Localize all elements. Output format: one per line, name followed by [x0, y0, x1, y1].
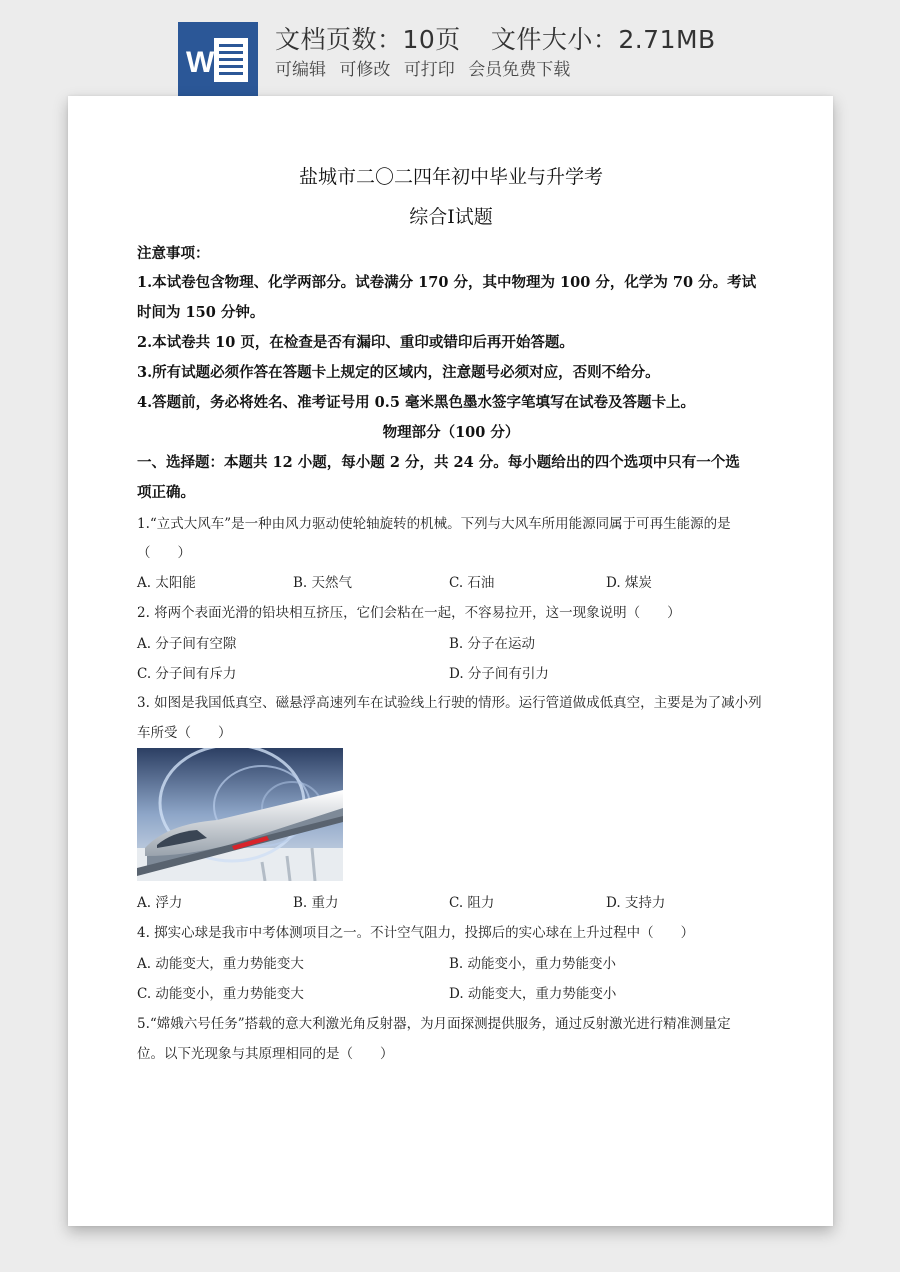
question-1-text: 1.“立式大风车”是一种由风力驱动使轮轴旋转的机械。下列与大风车所用能源同属于可再生能源的是 — [137, 516, 731, 532]
q2-option-d: D. 分子间有引力 — [449, 666, 549, 682]
question-4-text: 4. 掷实心球是我市中考体测项目之一。不计空气阻力，投掷后的实心球在上升过程中（ ） — [137, 925, 695, 941]
q4-option-a: A. 动能变大，重力势能变大 — [137, 956, 304, 972]
notice-line: 1.本试卷包含物理、化学两部分。试卷满分 170 分，其中物理为 100 分，化学为 70 分。考试 — [137, 274, 757, 291]
feature-modifiable: 可修改 — [339, 60, 391, 80]
question-2-text: 2. 将两个表面光滑的铅块相互挤压，它们会粘在一起，不容易拉开，这一现象说明（ ） — [137, 605, 681, 621]
feature-member-download[interactable]: 会员免费下载 — [468, 60, 571, 80]
word-doc-icon — [178, 22, 258, 96]
q1-option-d: D. 煤炭 — [606, 575, 652, 591]
exam-subtitle: 综合Ⅰ试题 — [409, 206, 493, 228]
question-3-text: 车所受（ ） — [137, 725, 232, 741]
question-3-text: 3. 如图是我国低真空、磁悬浮高速列车在试验线上行驶的情形。运行管道做成低真空，主要是为了减小列 — [137, 695, 762, 711]
exam-title: 盐城市二〇二四年初中毕业与升学考 — [298, 166, 603, 188]
section-title: 物理部分（100 分） — [382, 424, 520, 441]
q2-option-a: A. 分子间有空隙 — [137, 636, 237, 652]
document-page — [68, 96, 833, 1226]
notice-line: 2.本试卷共 10 页，在检查是否有漏印、重印或错印后再开始答题。 — [137, 334, 574, 351]
question-5-text: 位。以下光现象与其原理相同的是（ ） — [137, 1046, 394, 1062]
page-count: 文档页数：10页 — [275, 25, 461, 54]
feature-editable: 可编辑 — [275, 60, 326, 80]
banner-info — [275, 20, 716, 56]
q3-option-a: A. 浮力 — [137, 895, 183, 911]
notice-line: 4.答题前，务必将姓名、准考证号用 0.5 毫米黑色墨水签字笔填写在试卷及答题卡上。 — [137, 394, 695, 411]
file-size: 文件大小：2.71MB — [490, 25, 716, 54]
q3-option-d: D. 支持力 — [606, 895, 666, 911]
word-icon-letter: W — [186, 46, 215, 79]
notice-line: 3.所有试题必须作答在答题卡上规定的区域内，注意题号必须对应，否则不给分。 — [137, 364, 660, 381]
q4-option-d: D. 动能变大，重力势能变小 — [449, 986, 617, 1002]
download-banner — [0, 0, 900, 96]
q1-option-c: C. 石油 — [449, 575, 495, 591]
part-heading: 一、选择题：本题共 12 小题，每小题 2 分，共 24 分。每小题给出的四个选项中只有一个选 — [137, 454, 740, 471]
q3-option-c: C. 阻力 — [449, 895, 495, 911]
q4-option-c: C. 动能变小，重力势能变大 — [137, 986, 304, 1002]
part-heading: 项正确。 — [137, 484, 195, 501]
question-1-text: （ ） — [137, 545, 191, 561]
maglev-train-image — [137, 748, 343, 881]
notice-heading: 注意事项： — [137, 245, 210, 262]
q1-option-a: A. 太阳能 — [137, 575, 196, 591]
notice-line: 时间为 150 分钟。 — [137, 304, 265, 321]
q4-option-b: B. 动能变小，重力势能变小 — [449, 956, 617, 972]
q2-option-b: B. 分子在运动 — [449, 636, 536, 652]
q1-option-b: B. 天然气 — [293, 575, 353, 591]
q3-option-b: B. 重力 — [293, 895, 339, 911]
feature-list — [275, 55, 578, 80]
feature-printable: 可打印 — [403, 60, 455, 80]
q2-option-c: C. 分子间有斥力 — [137, 666, 237, 682]
question-5-text: 5.“嫦娥六号任务”搭载的意大利激光角反射器，为月面探测提供服务，通过反射激光进行精准测量定 — [137, 1016, 731, 1032]
